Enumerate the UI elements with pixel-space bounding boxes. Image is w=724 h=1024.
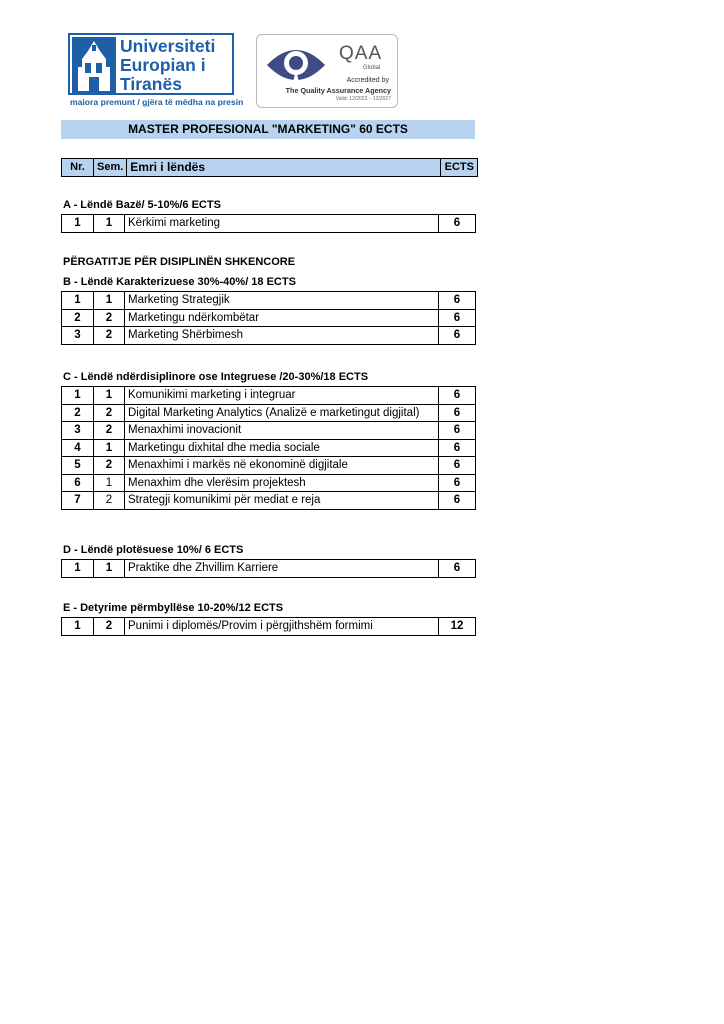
row-ects: 6 [439,404,476,422]
row-sem: 1 [94,439,125,457]
row-ects: 6 [439,560,476,578]
section-e-table [61,617,476,636]
table-header [61,158,478,177]
section-a-table [61,214,476,233]
row-sem: 2 [94,457,125,475]
table-row [62,215,476,233]
section-d-table [61,559,476,578]
row-ects: 6 [439,422,476,440]
section-b-table [61,291,476,345]
section-d-label: D - Lëndë plotësuese 10%/ 6 ECTS [63,544,244,556]
university-motto: maiora premunt / gjëra të mëdha na presin [70,97,244,107]
row-nr: 1 [62,215,94,233]
row-course-name: Menaxhimi i markës në ekonominë digjitale [125,457,439,475]
row-course-name: Marketing Shërbimesh [125,327,439,345]
qaa-accreditation-logo [256,34,398,108]
table-row [62,387,476,405]
table-row [62,292,476,310]
section-c-label: C - Lëndë ndërdisiplinore ose Integruese /20-30%/18 ECTS [63,371,369,383]
row-course-name: Praktike dhe Zhvillim Karriere [125,560,439,578]
row-nr: 3 [62,422,94,440]
header-sem: Sem. [94,159,127,177]
row-nr: 2 [62,404,94,422]
row-ects: 6 [439,457,476,475]
row-nr: 4 [62,439,94,457]
row-ects: 6 [439,387,476,405]
university-name-line: Universiteti [120,36,216,56]
table-row [62,560,476,578]
row-nr: 7 [62,492,94,510]
row-nr: 1 [62,560,94,578]
table-row [62,474,476,492]
scientific-prep-label: PËRGATITJE PËR DISIPLINËN SHKENCORE [63,256,296,268]
qaa-global-label: Global [363,65,381,71]
table-row [62,309,476,327]
row-sem: 1 [94,474,125,492]
header-ects: ECTS [441,159,478,177]
row-nr: 1 [62,387,94,405]
section-e-label: E - Detyrime përmbyllëse 10-20%/12 ECTS [63,602,284,614]
row-sem: 1 [94,215,125,233]
row-sem: 2 [94,309,125,327]
row-ects: 12 [439,618,476,636]
university-name-line: Europian i [120,55,206,75]
university-name-line: Tiranës [120,74,182,94]
row-ects: 6 [439,492,476,510]
row-nr: 3 [62,327,94,345]
table-row [62,327,476,345]
row-sem: 2 [94,618,125,636]
row-sem: 2 [94,422,125,440]
row-course-name: Marketingu dixhital dhe media sociale [125,439,439,457]
qaa-accredited-by: Accredited by [346,77,389,84]
row-course-name: Kërkimi marketing [125,215,439,233]
row-nr: 1 [62,292,94,310]
row-ects: 6 [439,439,476,457]
table-row [62,618,476,636]
university-name [120,37,215,94]
header-nr: Nr. [62,159,94,177]
header-row [62,159,478,177]
row-course-name: Menaxhim dhe vlerësim projektesh [125,474,439,492]
row-nr: 6 [62,474,94,492]
row-sem: 2 [94,327,125,345]
university-logo [68,33,244,111]
row-nr: 5 [62,457,94,475]
row-course-name: Digital Marketing Analytics (Analizë e marketingut digjital) [125,404,439,422]
row-course-name: Marketingu ndërkombëtar [125,309,439,327]
castle-emblem-icon [72,37,116,95]
row-course-name: Strategji komunikimi për mediat e reja [125,492,439,510]
program-title: MASTER PROFESIONAL "MARKETING" 60 ECTS [61,120,475,139]
row-ects: 6 [439,292,476,310]
table-row [62,492,476,510]
qaa-wordmark: QAA [339,43,383,64]
row-course-name: Punimi i diplomës/Provim i përgjithshëm formimi [125,618,439,636]
row-ects: 6 [439,215,476,233]
row-ects: 6 [439,309,476,327]
row-nr: 2 [62,309,94,327]
row-course-name: Komunikimi marketing i integruar [125,387,439,405]
row-ects: 6 [439,474,476,492]
header-course-name: Emri i lëndës [127,159,441,177]
section-a-label: A - Lëndë Bazë/ 5-10%/6 ECTS [63,199,221,211]
qaa-agency-name: The Quality Assurance Agency [285,86,391,95]
table-row [62,404,476,422]
row-course-name: Marketing Strategjik [125,292,439,310]
row-sem: 1 [94,292,125,310]
table-row [62,439,476,457]
university-logo-frame [68,33,234,95]
row-sem: 2 [94,404,125,422]
row-sem: 1 [94,560,125,578]
row-sem: 2 [94,492,125,510]
row-ects: 6 [439,327,476,345]
section-c-table [61,386,476,510]
row-course-name: Menaxhimi inovacionit [125,422,439,440]
row-nr: 1 [62,618,94,636]
section-b-label: B - Lëndë Karakterizuese 30%-40%/ 18 ECTS [63,276,296,288]
table-row [62,457,476,475]
table-row [62,422,476,440]
qaa-validity: Valid: 12/2022 – 12/2027 [335,96,391,102]
row-sem: 1 [94,387,125,405]
